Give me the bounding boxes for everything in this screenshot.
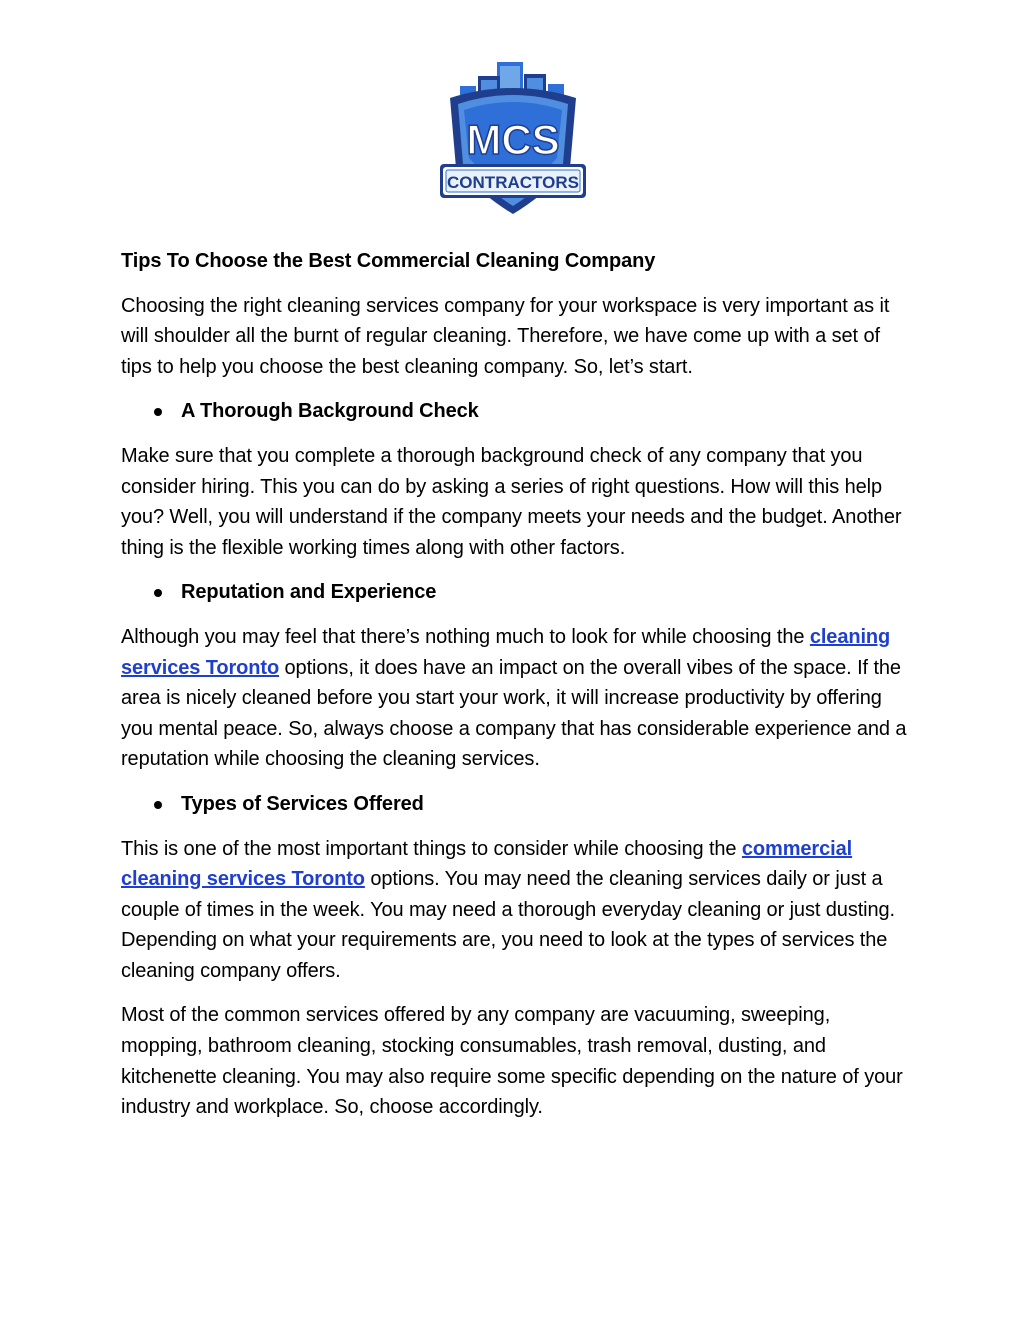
intro-paragraph: Choosing the right cleaning services company for your workspace is very important as it will shoulder all the burnt of regular cleaning. Therefore, we have come up with a set of tips to help you choose the best cleaning company. So, let’s start. <box>121 294 890 378</box>
bullet-icon <box>154 408 162 416</box>
section-heading-reputation <box>121 577 911 608</box>
document-body <box>121 246 911 1137</box>
section-heading-text: Reputation and Experience <box>181 581 437 604</box>
mcs-contractors-logo <box>440 58 586 216</box>
background-check-paragraph: Make sure that you complete a thorough background check of any company that you consider hiring. This you can do by asking a series of right questions. How will this help you? Well, you will understand if the company meets your needs and the budget. Another thing is the flexible working times along with other factors. <box>121 444 902 559</box>
reputation-paragraph <box>121 622 911 775</box>
section-heading-text: Types of Services Offered <box>181 792 424 815</box>
document-title: Tips To Choose the Best Commercial Cleaning Company <box>121 250 656 272</box>
bullet-icon <box>154 589 162 597</box>
logo-contractors-text: CONTRACTORS <box>447 173 579 192</box>
section-heading-text: A Thorough Background Check <box>181 400 479 423</box>
common-services-paragraph: Most of the common services offered by any company are vacuuming, sweeping, mopping, bathroom cleaning, stocking consumables, trash removal, dusting, and kitchenette cleaning. You may also require some specific depending on the nature of your industry and workplace. So, choose accordingly. <box>121 1004 903 1119</box>
commercial-cleaning-services-toronto-link[interactable]: commercial cleaning services Toronto <box>121 837 853 891</box>
section-heading-background-check <box>121 396 911 427</box>
types-of-services-paragraph <box>121 834 911 987</box>
cleaning-services-toronto-link[interactable]: cleaning services Toronto <box>121 625 891 679</box>
paragraph-text: Although you may feel that there’s nothing much to look for while choosing the <box>121 625 810 648</box>
paragraph-text: This is one of the most important things to consider while choosing the <box>121 837 742 860</box>
section-heading-types-of-services <box>121 789 911 820</box>
paragraph-text: options. You may need the cleaning services daily or just a couple of times in the week. You may need a thorough everyday cleaning or just dusting. Depending on what your requirements are, you need to look at the types of services the cleaning company offers. <box>121 868 896 982</box>
bullet-icon <box>154 801 162 809</box>
logo-mcs-text: MCS <box>466 116 560 163</box>
paragraph-text: options, it does have an impact on the overall vibes of the space. If the area is nicely cleaned before you start your work, it will increase productivity by offering you mental peace. So, always choose a company that has considerable experience and a reputation while choosing the cleaning services. <box>121 656 907 771</box>
